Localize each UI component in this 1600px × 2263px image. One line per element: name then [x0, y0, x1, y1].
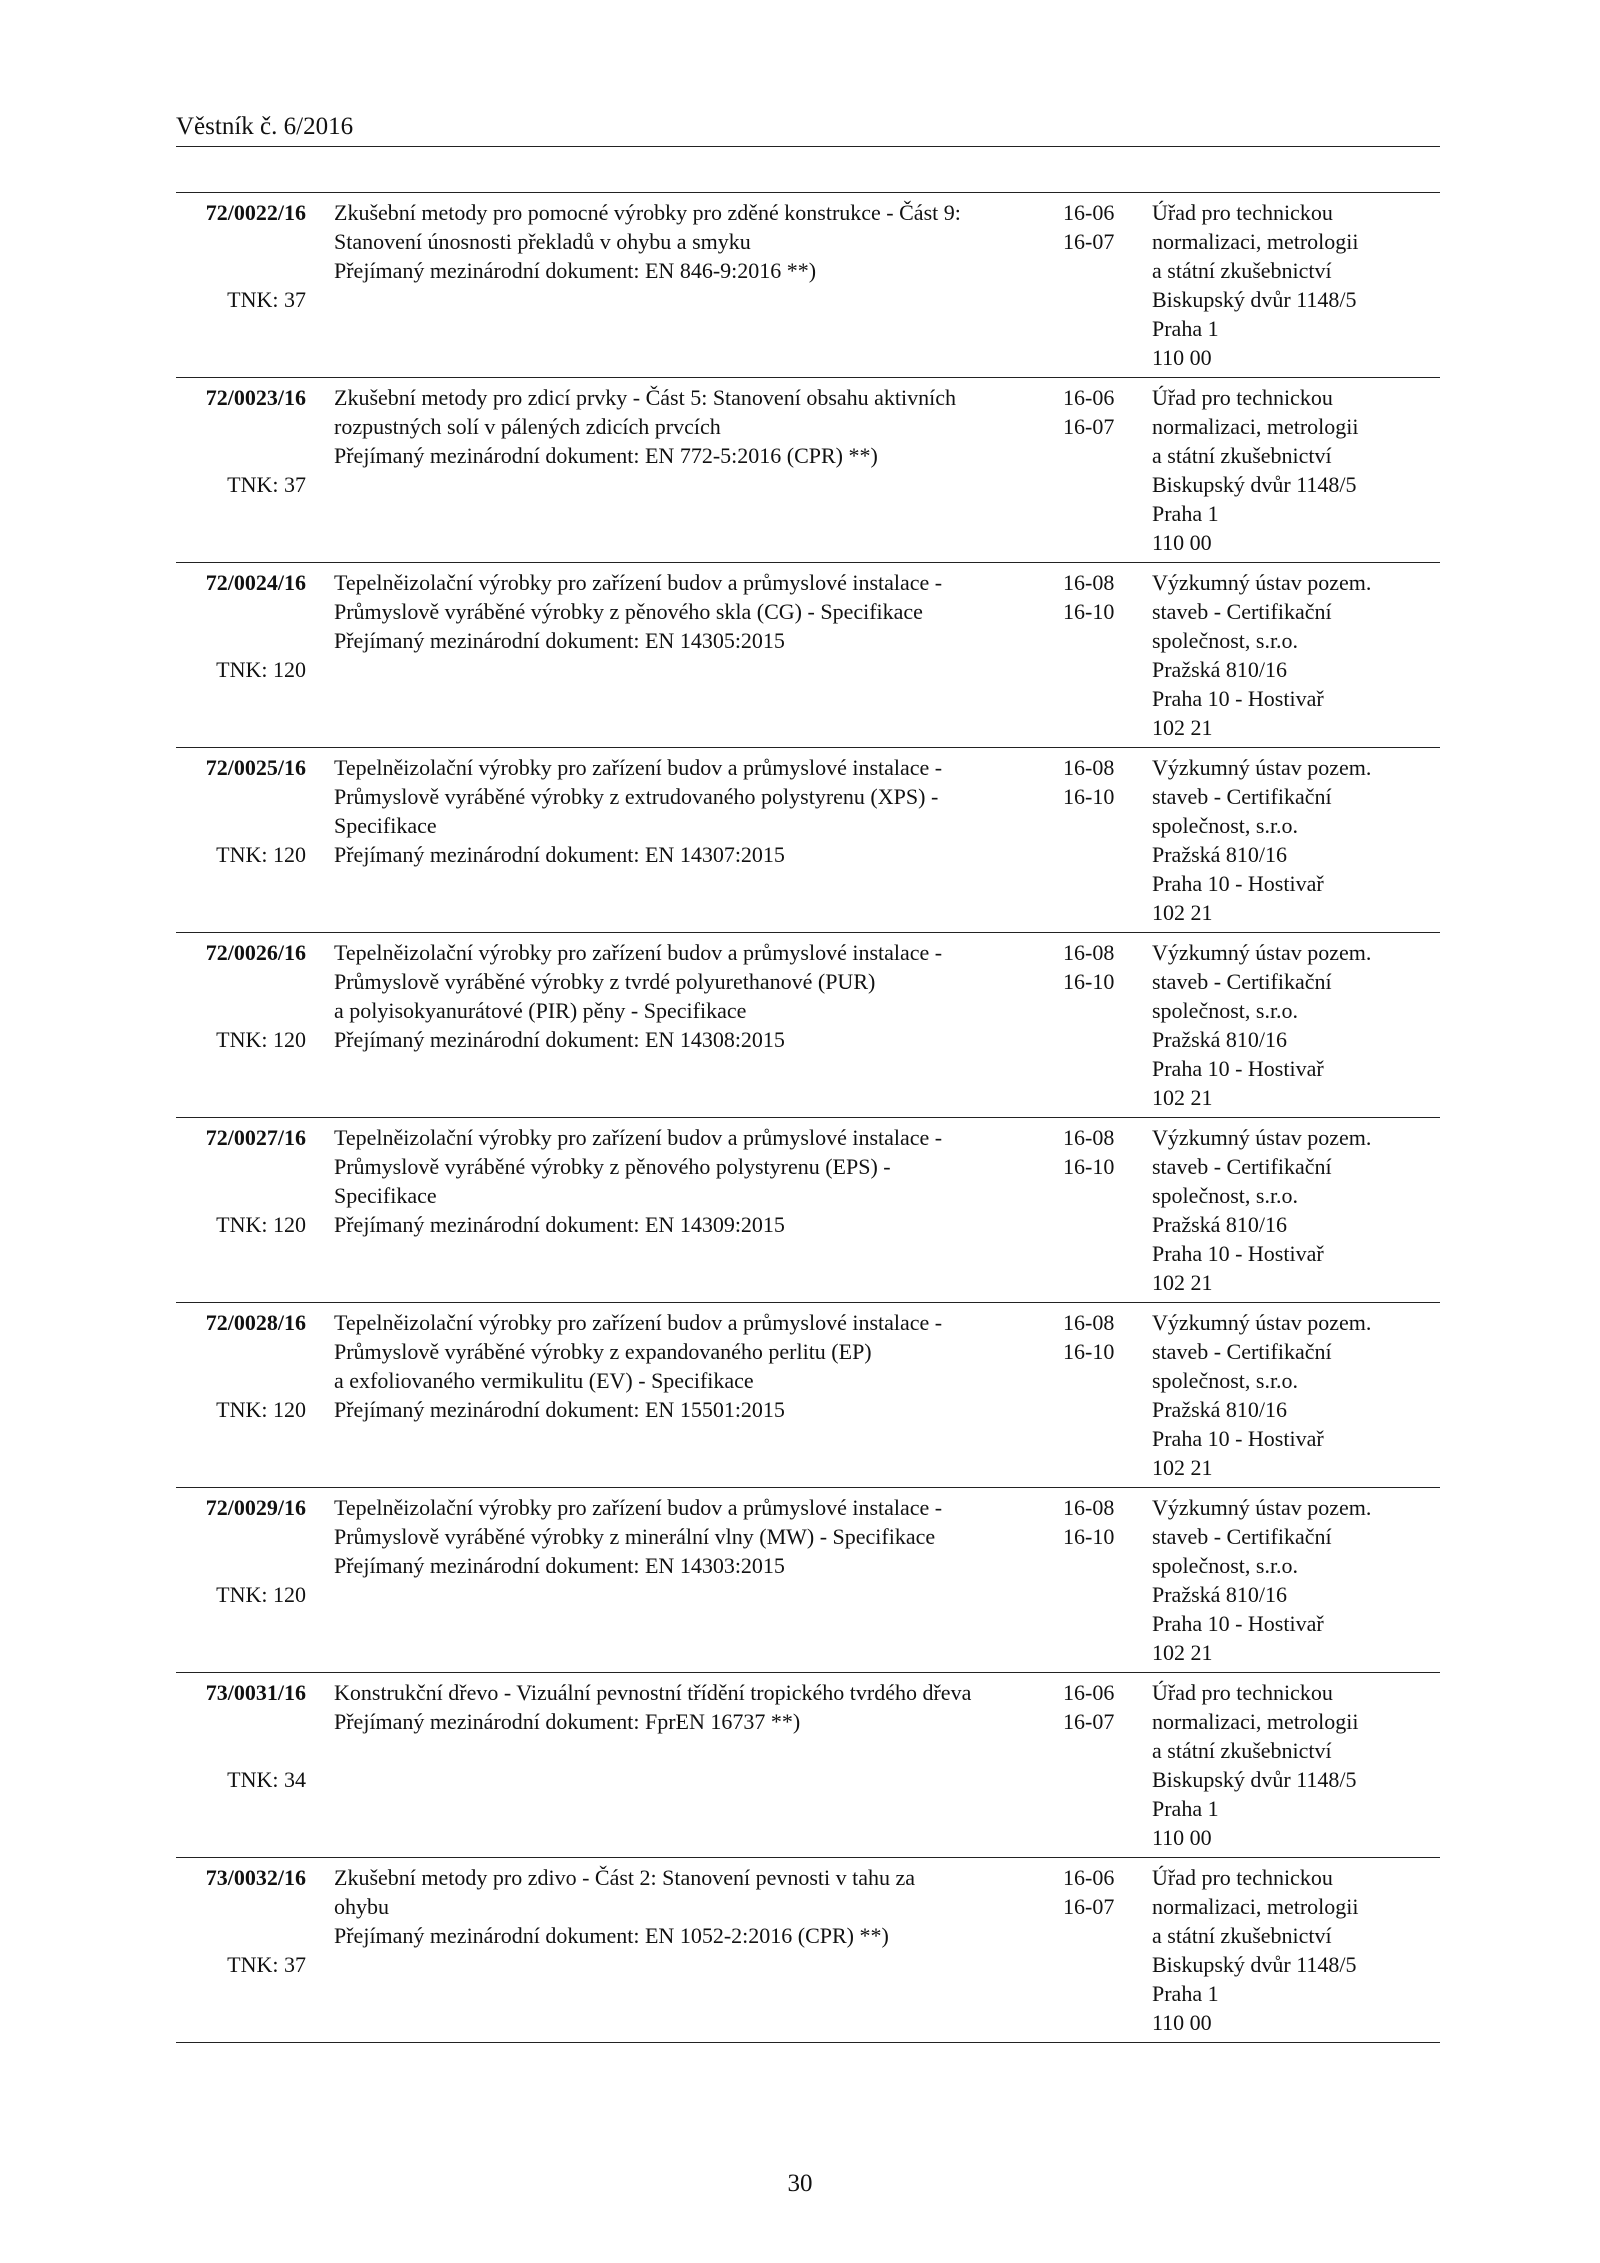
address-line: Biskupský dvůr 1148/5 — [1152, 1952, 1357, 1977]
address-line: Výzkumný ústav pozem. — [1152, 940, 1372, 965]
address-line: Pražská 810/16 — [1152, 842, 1288, 867]
description-line: Průmyslově vyráběné výrobky z tvrdé polyurethanové (PUR) — [334, 969, 876, 994]
processor-address — [1152, 1123, 1440, 1297]
period-date: 16-07 — [1063, 1894, 1115, 1919]
standard-entry — [176, 1858, 1440, 2043]
address-line: Praha 10 - Hostivař — [1152, 1241, 1324, 1266]
processor-address — [1152, 938, 1440, 1112]
address-line: Pražská 810/16 — [1152, 1397, 1288, 1422]
address-line: Úřad pro technickou — [1152, 385, 1333, 410]
address-line: a státní zkušebnictví — [1152, 1923, 1332, 1948]
address-line: Biskupský dvůr 1148/5 — [1152, 472, 1357, 497]
comment-period — [1063, 1308, 1133, 1366]
address-line: Praha 1 — [1152, 1981, 1219, 2006]
address-line: 110 00 — [1152, 1825, 1212, 1850]
address-line: 102 21 — [1152, 1085, 1213, 1110]
address-line: Úřad pro technickou — [1152, 200, 1333, 225]
processor-address — [1152, 198, 1440, 372]
tnk-label: TNK: 120 — [216, 657, 306, 682]
address-line: staveb - Certifikační — [1152, 1339, 1332, 1364]
address-line: Úřad pro technickou — [1152, 1865, 1333, 1890]
standard-entry — [176, 378, 1440, 563]
period-date: 16-10 — [1063, 784, 1115, 809]
description-line: Průmyslově vyráběné výrobky z expandovaného perlitu (EP) — [334, 1339, 872, 1364]
address-line: společnost, s.r.o. — [1152, 628, 1299, 653]
tnk-label: TNK: 37 — [227, 287, 306, 312]
address-line: 102 21 — [1152, 900, 1213, 925]
period-date: 16-07 — [1063, 229, 1115, 254]
period-date: 16-10 — [1063, 1339, 1115, 1364]
comment-period — [1063, 1123, 1133, 1181]
header-divider — [176, 146, 1440, 147]
address-line: Pražská 810/16 — [1152, 1027, 1288, 1052]
standard-code: 72/0024/16 — [205, 570, 306, 595]
description-line: Průmyslově vyráběné výrobky z pěnového skla (CG) - Specifikace — [334, 599, 923, 624]
address-line: Pražská 810/16 — [1152, 1212, 1288, 1237]
standard-code: 72/0029/16 — [205, 1495, 306, 1520]
period-date: 16-10 — [1063, 1154, 1115, 1179]
address-line: Výzkumný ústav pozem. — [1152, 570, 1372, 595]
description-line: Tepelněizolační výrobky pro zařízení budov a průmyslové instalace - — [334, 755, 943, 780]
comment-period — [1063, 198, 1133, 256]
tnk-label: TNK: 120 — [216, 1212, 306, 1237]
comment-period — [1063, 1493, 1133, 1551]
standard-entry — [176, 1488, 1440, 1673]
period-date: 16-08 — [1063, 1310, 1115, 1335]
address-line: Výzkumný ústav pozem. — [1152, 1310, 1372, 1335]
address-line: Praha 10 - Hostivař — [1152, 1611, 1324, 1636]
address-line: staveb - Certifikační — [1152, 1524, 1332, 1549]
description-line: Přejímaný mezinárodní dokument: EN 14305:2015 — [334, 628, 785, 653]
address-line: 110 00 — [1152, 2010, 1212, 2035]
standard-code: 73/0031/16 — [205, 1680, 306, 1705]
address-line: Praha 1 — [1152, 1796, 1219, 1821]
tnk-label: TNK: 37 — [227, 472, 306, 497]
address-line: 102 21 — [1152, 1270, 1213, 1295]
tnk-label: TNK: 120 — [216, 842, 306, 867]
period-date: 16-06 — [1063, 200, 1115, 225]
period-date: 16-08 — [1063, 570, 1115, 595]
address-line: staveb - Certifikační — [1152, 599, 1332, 624]
period-date: 16-08 — [1063, 1125, 1115, 1150]
tnk-label: TNK: 120 — [216, 1027, 306, 1052]
description-line: Přejímaný mezinárodní dokument: EN 772-5:2016 (CPR) **) — [334, 443, 878, 468]
description-line: Průmyslově vyráběné výrobky z minerální vlny (MW) - Specifikace — [334, 1524, 936, 1549]
standard-code: 72/0026/16 — [205, 940, 306, 965]
standard-code: 72/0025/16 — [205, 755, 306, 780]
address-line: společnost, s.r.o. — [1152, 1368, 1299, 1393]
description-line: Specifikace — [334, 1183, 437, 1208]
period-date: 16-07 — [1063, 414, 1115, 439]
address-line: společnost, s.r.o. — [1152, 813, 1299, 838]
description-line: a polyisokyanurátové (PIR) pěny - Specifikace — [334, 998, 747, 1023]
description-line: Zkušební metody pro zdicí prvky - Část 5: Stanovení obsahu aktivních — [334, 385, 957, 410]
description-line: Přejímaný mezinárodní dokument: EN 1052-2:2016 (CPR) **) — [334, 1923, 889, 1948]
description-line: Přejímaný mezinárodní dokument: EN 14309:2015 — [334, 1212, 785, 1237]
period-date: 16-10 — [1063, 969, 1115, 994]
period-date: 16-06 — [1063, 1865, 1115, 1890]
address-line: normalizaci, metrologii — [1152, 414, 1359, 439]
tnk-label: TNK: 37 — [227, 1952, 306, 1977]
address-line: Výzkumný ústav pozem. — [1152, 755, 1372, 780]
address-line: Praha 10 - Hostivař — [1152, 1056, 1324, 1081]
description-line: Tepelněizolační výrobky pro zařízení budov a průmyslové instalace - — [334, 940, 943, 965]
address-line: Úřad pro technickou — [1152, 1680, 1333, 1705]
description-line: Přejímaný mezinárodní dokument: FprEN 16737 **) — [334, 1709, 801, 1734]
comment-period — [1063, 383, 1133, 441]
comment-period — [1063, 1863, 1133, 1921]
standard-code: 72/0023/16 — [205, 385, 306, 410]
comment-period — [1063, 753, 1133, 811]
description-line: Konstrukční dřevo - Vizuální pevnostní třídění tropického tvrdého dřeva — [334, 1680, 972, 1705]
description-line: Přejímaný mezinárodní dokument: EN 14308:2015 — [334, 1027, 785, 1052]
address-line: Praha 10 - Hostivař — [1152, 871, 1324, 896]
address-line: a státní zkušebnictví — [1152, 443, 1332, 468]
period-date: 16-06 — [1063, 1680, 1115, 1705]
page-number: 30 — [787, 2170, 813, 2197]
comment-period — [1063, 1678, 1133, 1736]
description-line: Přejímaný mezinárodní dokument: EN 14307:2015 — [334, 842, 785, 867]
period-date: 16-10 — [1063, 1524, 1115, 1549]
address-line: Výzkumný ústav pozem. — [1152, 1125, 1372, 1150]
period-date: 16-07 — [1063, 1709, 1115, 1734]
processor-address — [1152, 1493, 1440, 1667]
standard-entry — [176, 1118, 1440, 1303]
processor-address — [1152, 753, 1440, 927]
processor-address — [1152, 568, 1440, 742]
standard-entry — [176, 1303, 1440, 1488]
address-line: Biskupský dvůr 1148/5 — [1152, 287, 1357, 312]
standard-entry — [176, 563, 1440, 748]
period-date: 16-08 — [1063, 1495, 1115, 1520]
description-line: Tepelněizolační výrobky pro zařízení budov a průmyslové instalace - — [334, 1495, 943, 1520]
processor-address — [1152, 1308, 1440, 1482]
period-date: 16-08 — [1063, 755, 1115, 780]
address-line: normalizaci, metrologii — [1152, 1709, 1359, 1734]
address-line: 102 21 — [1152, 1640, 1213, 1665]
description-line: Přejímaný mezinárodní dokument: EN 15501:2015 — [334, 1397, 785, 1422]
address-line: 110 00 — [1152, 530, 1212, 555]
tnk-label: TNK: 34 — [227, 1767, 306, 1792]
address-line: staveb - Certifikační — [1152, 969, 1332, 994]
tnk-label: TNK: 120 — [216, 1582, 306, 1607]
address-line: a státní zkušebnictví — [1152, 258, 1332, 283]
address-line: a státní zkušebnictví — [1152, 1738, 1332, 1763]
description-line: Stanovení únosnosti překladů v ohybu a smyku — [334, 229, 751, 254]
comment-period — [1063, 938, 1133, 996]
comment-period — [1063, 568, 1133, 626]
description-line: Zkušební metody pro zdivo - Část 2: Stanovení pevnosti v tahu za — [334, 1865, 916, 1890]
description-line: a exfoliovaného vermikulitu (EV) - Specifikace — [334, 1368, 754, 1393]
address-line: 102 21 — [1152, 1455, 1213, 1480]
address-line: staveb - Certifikační — [1152, 1154, 1332, 1179]
address-line: Praha 1 — [1152, 316, 1219, 341]
address-line: 102 21 — [1152, 715, 1213, 740]
period-date: 16-06 — [1063, 385, 1115, 410]
standards-list — [176, 192, 1440, 2043]
address-line: Pražská 810/16 — [1152, 1582, 1288, 1607]
address-line: společnost, s.r.o. — [1152, 1553, 1299, 1578]
processor-address — [1152, 1863, 1440, 2037]
address-line: Pražská 810/16 — [1152, 657, 1288, 682]
period-date: 16-10 — [1063, 599, 1115, 624]
period-date: 16-08 — [1063, 940, 1115, 965]
standard-entry — [176, 933, 1440, 1118]
standard-code: 73/0032/16 — [205, 1865, 306, 1890]
description-line: Zkušební metody pro pomocné výrobky pro zděné konstrukce - Část 9: — [334, 200, 961, 225]
description-line: Tepelněizolační výrobky pro zařízení budov a průmyslové instalace - — [334, 1310, 943, 1335]
address-line: Praha 10 - Hostivař — [1152, 1426, 1324, 1451]
description-line: ohybu — [334, 1894, 389, 1919]
standard-code: 72/0028/16 — [205, 1310, 306, 1335]
standard-code: 72/0022/16 — [205, 200, 306, 225]
description-line: Specifikace — [334, 813, 437, 838]
description-line: rozpustných solí v pálených zdicích prvcích — [334, 414, 721, 439]
address-line: Biskupský dvůr 1148/5 — [1152, 1767, 1357, 1792]
description-line: Přejímaný mezinárodní dokument: EN 846-9:2016 **) — [334, 258, 817, 283]
description-line: Tepelněizolační výrobky pro zařízení budov a průmyslové instalace - — [334, 570, 943, 595]
address-line: normalizaci, metrologii — [1152, 229, 1359, 254]
processor-address — [1152, 383, 1440, 557]
tnk-label: TNK: 120 — [216, 1397, 306, 1422]
address-line: 110 00 — [1152, 345, 1212, 370]
description-line: Průmyslově vyráběné výrobky z extrudovaného polystyrenu (XPS) - — [334, 784, 939, 809]
processor-address — [1152, 1678, 1440, 1852]
description-line: Tepelněizolační výrobky pro zařízení budov a průmyslové instalace - — [334, 1125, 943, 1150]
address-line: staveb - Certifikační — [1152, 784, 1332, 809]
standard-code: 72/0027/16 — [205, 1125, 306, 1150]
address-line: Praha 1 — [1152, 501, 1219, 526]
address-line: společnost, s.r.o. — [1152, 998, 1299, 1023]
standard-entry — [176, 748, 1440, 933]
address-line: společnost, s.r.o. — [1152, 1183, 1299, 1208]
address-line: normalizaci, metrologii — [1152, 1894, 1359, 1919]
page-header-title: Věstník č. 6/2016 — [176, 113, 354, 140]
description-line: Průmyslově vyráběné výrobky z pěnového polystyrenu (EPS) - — [334, 1154, 891, 1179]
address-line: Výzkumný ústav pozem. — [1152, 1495, 1372, 1520]
standard-entry — [176, 1673, 1440, 1858]
address-line: Praha 10 - Hostivař — [1152, 686, 1324, 711]
description-line: Přejímaný mezinárodní dokument: EN 14303:2015 — [334, 1553, 785, 1578]
standard-entry — [176, 193, 1440, 378]
